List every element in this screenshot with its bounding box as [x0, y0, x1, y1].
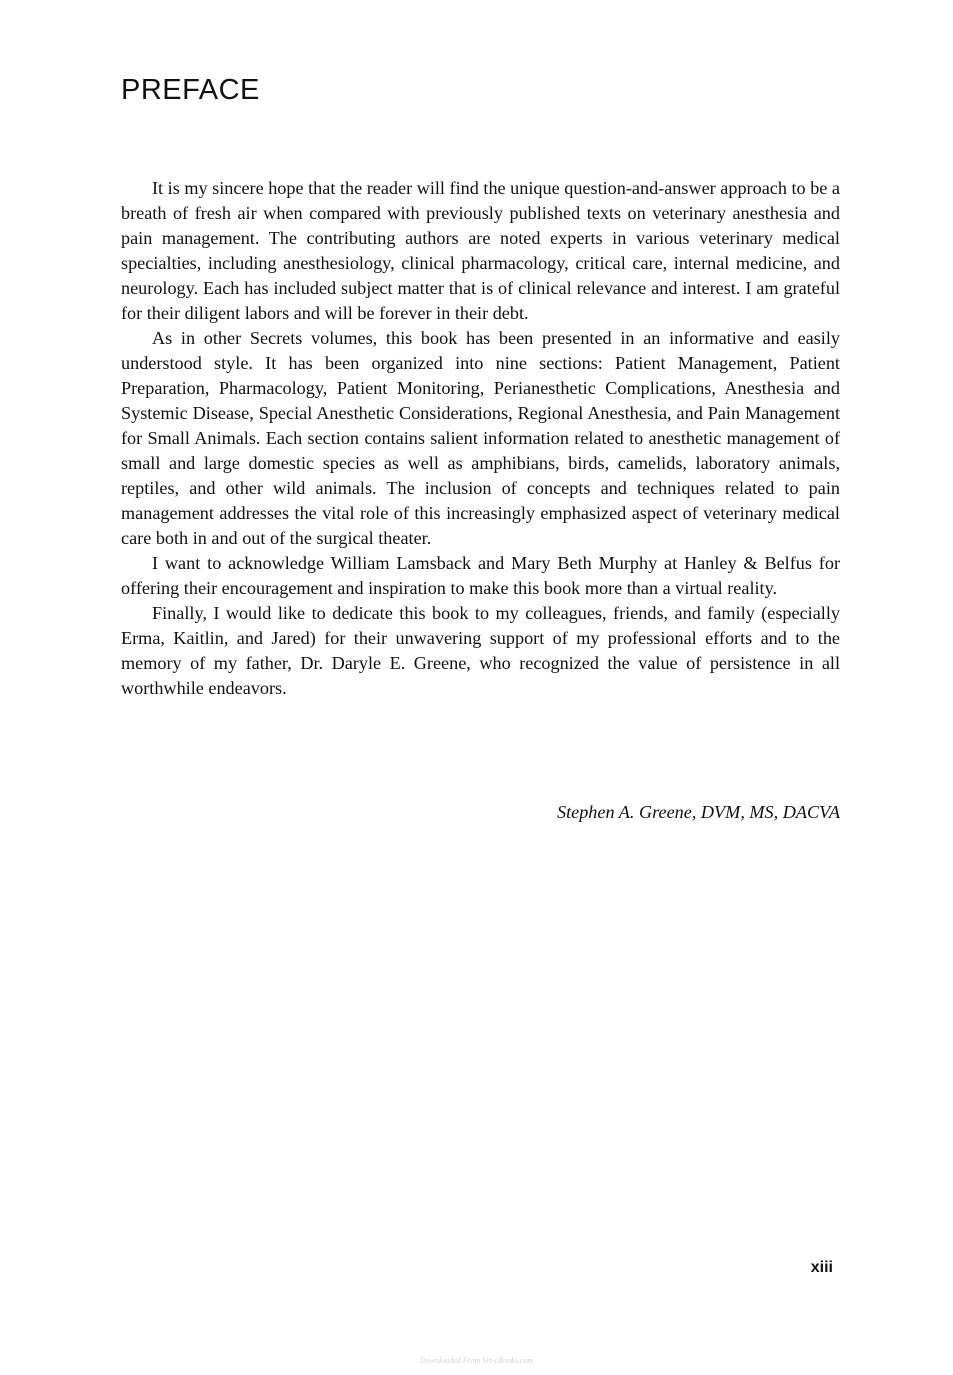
preface-paragraph-1: It is my sincere hope that the reader will find the unique question-and-answer approach to be a breath of fresh air when compared with previously published texts on veterinary anesthesia and pain management. The contributing authors are noted experts in various veterinary medical specialties, including anesthesiology, clinical pharmacology, critical care, internal medicine, and neurology. Each has included subject matter that is of clinical relevance and interest. I am grateful for their diligent labors and will be forever in their debt. [121, 178, 840, 323]
footer-watermark: Downloaded From Vet-eBooks.com [419, 1356, 534, 1365]
author-signature: Stephen A. Greene, DVM, MS, DACVA [556, 802, 840, 822]
page-title: PREFACE [121, 74, 260, 106]
preface-paragraph-2: As in other Secrets volumes, this book has been presented in an informative and easily understood style. It has been organized into nine sections: Patient Management, Patient Preparation, Pharmacology, Patient Monitoring, Perianesthetic Complications, Anesthesia and Systemic Disease, Special Anesthetic Considerations, Regional Anesthesia, and Pain Management for Small Animals. Each section contains salient information related to anesthetic management of small and large domestic species as well as amphibians, birds, camelids, laboratory animals, reptiles, and other wild animals. The inclusion of concepts and techniques related to pain management addresses the vital role of this increasingly emphasized aspect of veterinary medical care both in and out of the surgical theater. [121, 328, 840, 548]
page-number: xiii [810, 1259, 833, 1276]
preface-body [121, 176, 840, 701]
preface-paragraph-4: Finally, I would like to dedicate this book to my colleagues, friends, and family (especially Erma, Kaitlin, and Jared) for their unwavering support of my professional efforts and to the memory of my father, Dr. Daryle E. Greene, who recognized the value of persistence in all worthwhile endeavors. [121, 603, 840, 698]
preface-paragraph-3: I want to acknowledge William Lamsback and Mary Beth Murphy at Hanley & Belfus for offering their encouragement and inspiration to make this book more than a virtual reality. [121, 553, 840, 598]
